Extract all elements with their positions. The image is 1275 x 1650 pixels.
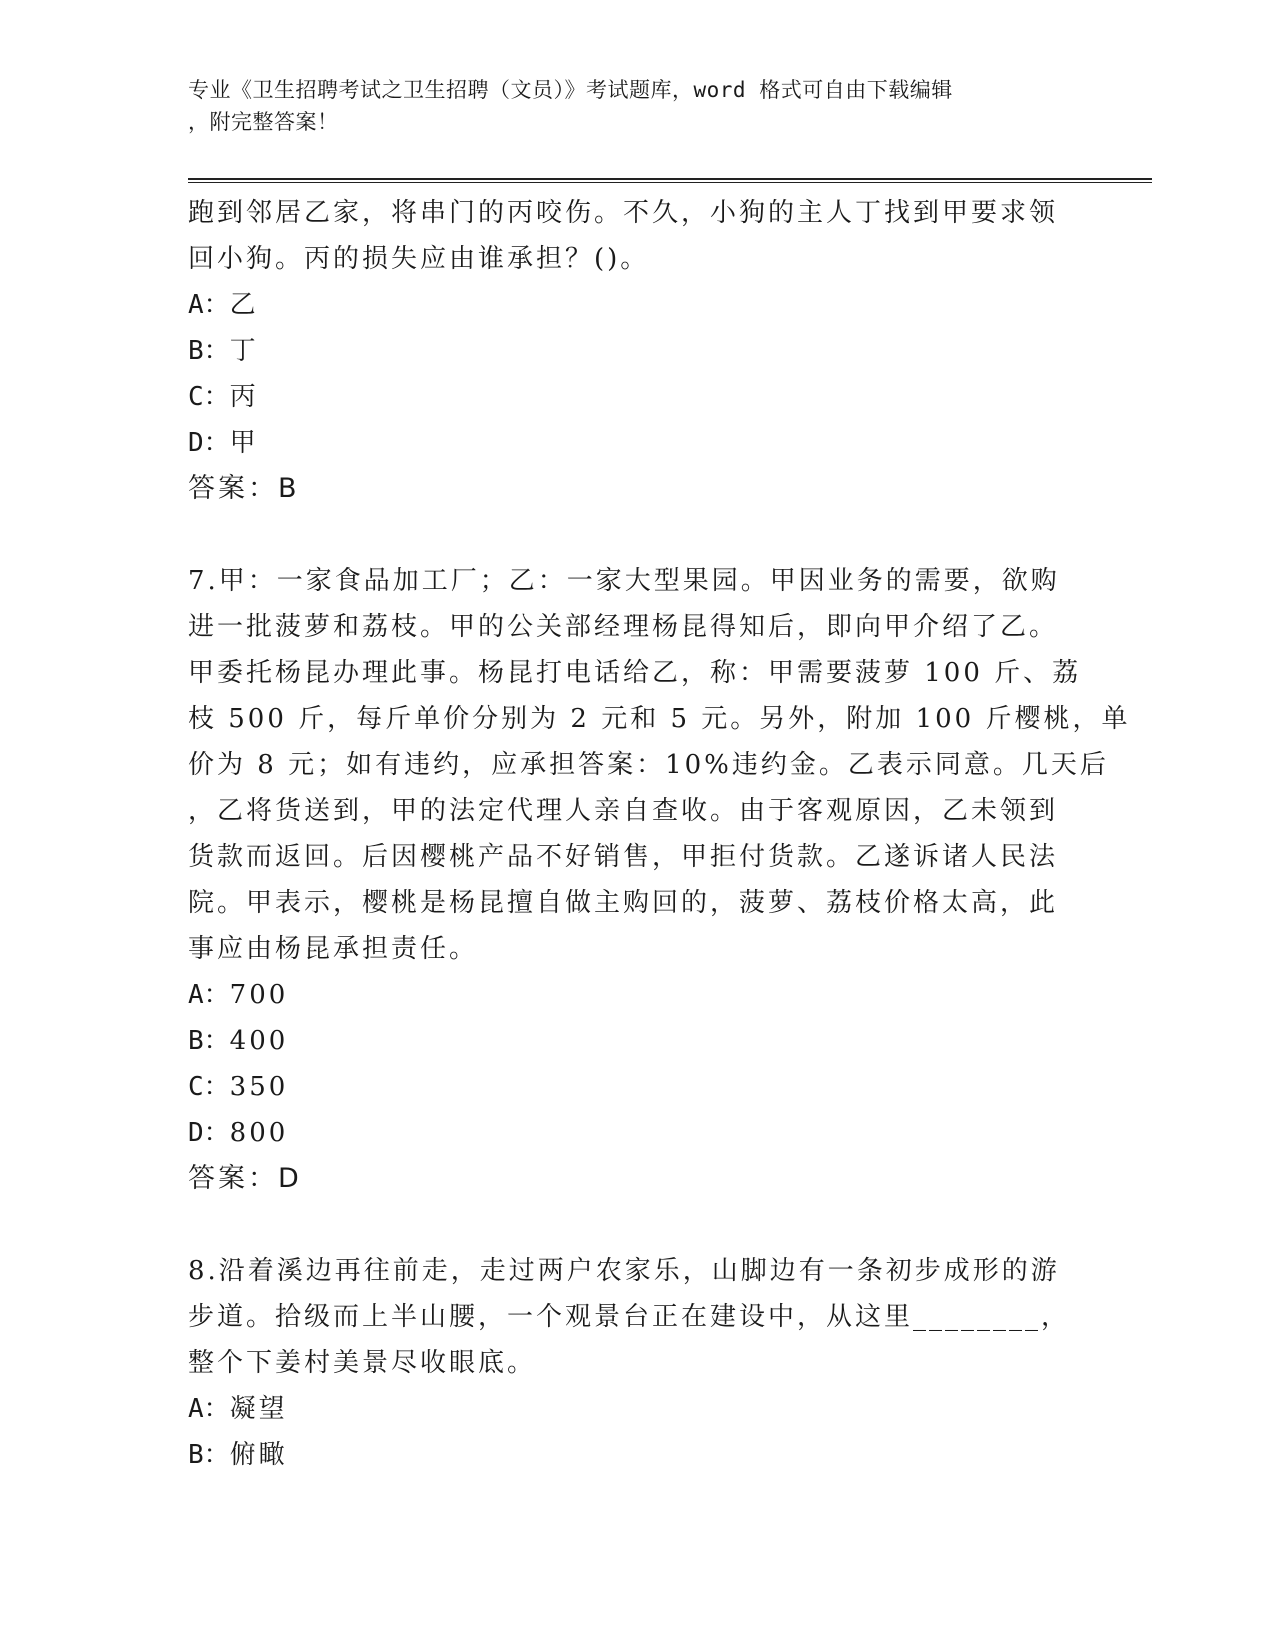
option-letter: A：: [188, 290, 230, 320]
option-letter: B：: [188, 336, 230, 366]
option-c: [188, 374, 1088, 420]
question-text-line: 步道。拾级而上半山腰，一个观景台正在建设中，从这里________，: [188, 1302, 1071, 1332]
option-a: [188, 1386, 1088, 1432]
option-letter: D：: [188, 428, 230, 458]
question-text-line: 回小狗。丙的损失应由谁承担？()。: [188, 244, 650, 274]
option-a: [188, 972, 1088, 1018]
question-7: [188, 558, 1131, 1202]
answer-line: 答案：D: [188, 1163, 302, 1194]
question-text-line: 事应由杨昆承担责任。: [188, 934, 479, 964]
option-a: [188, 282, 1088, 328]
option-text: 350: [229, 1072, 289, 1102]
question-text-line: 7.甲：一家食品加工厂；乙：一家大型果园。甲因业务的需要，欲购: [188, 566, 1060, 596]
option-b: [188, 1432, 1088, 1478]
option-b: [188, 1018, 1088, 1064]
option-letter: C：: [188, 382, 230, 412]
document-header: [188, 74, 1068, 138]
question-text-line: 进一批菠萝和荔枝。甲的公关部经理杨昆得知后，即向甲介绍了乙。: [188, 612, 1059, 642]
option-letter: B：: [188, 1026, 230, 1056]
question-text-line: 甲委托杨昆办理此事。杨昆打电话给乙，称：甲需要菠萝 100 斤、荔: [188, 658, 1082, 688]
question-8: [188, 1248, 1088, 1478]
option-text: 700: [229, 980, 289, 1010]
option-letter: A：: [188, 1394, 230, 1424]
question-text-line: 枝 500 斤，每斤单价分别为 2 元和 5 元。另外，附加 100 斤樱桃，单: [188, 704, 1131, 734]
header-line-2: ，附完整答案！: [188, 110, 339, 134]
option-b: [188, 328, 1088, 374]
question-6: [188, 190, 1088, 512]
header-divider-thin: [188, 182, 1152, 183]
option-text: 800: [229, 1118, 289, 1148]
option-text: 乙: [229, 290, 259, 320]
question-text-line: 价为 8 元；如有违约，应承担答案：10%违约金。乙表示同意。几天后: [188, 750, 1109, 780]
spacer: [188, 512, 1088, 558]
answer-line: 答案：B: [188, 473, 300, 504]
option-letter: B：: [188, 1440, 230, 1470]
header-divider-thick: [188, 178, 1152, 180]
option-text: 俯瞰: [229, 1440, 288, 1470]
option-letter: D：: [188, 1118, 230, 1148]
question-text-line: 整个下姜村美景尽收眼底。: [188, 1348, 537, 1378]
option-text: 丁: [229, 336, 259, 366]
question-text-line: ，乙将货送到，甲的法定代理人亲自查收。由于客观原因，乙未领到: [188, 796, 1059, 826]
header-line-1: 专业《卫生招聘考试之卫生招聘（文员）》考试题库，word 格式可自由下载编辑: [188, 78, 953, 102]
option-text: 400: [229, 1026, 289, 1056]
spacer: [188, 1202, 1088, 1248]
question-text-line: 跑到邻居乙家，将串门的丙咬伤。不久，小狗的主人丁找到甲要求领: [188, 198, 1059, 228]
option-d: [188, 420, 1088, 466]
option-letter: A：: [188, 980, 230, 1010]
option-text: 甲: [229, 428, 259, 458]
option-text: 凝望: [229, 1394, 288, 1424]
question-text-line: 8.沿着溪边再往前走，走过两户农家乐，山脚边有一条初步成形的游: [188, 1256, 1060, 1286]
option-c: [188, 1064, 1088, 1110]
option-text: 丙: [229, 382, 259, 412]
option-letter: C：: [188, 1072, 230, 1102]
question-text-line: 院。甲表示，樱桃是杨昆擅自做主购回的，菠萝、荔枝价格太高，此: [188, 888, 1059, 918]
question-content: [188, 190, 1131, 1478]
option-d: [188, 1110, 1088, 1156]
question-text-line: 货款而返回。后因樱桃产品不好销售，甲拒付货款。乙遂诉诸人民法: [188, 842, 1059, 872]
